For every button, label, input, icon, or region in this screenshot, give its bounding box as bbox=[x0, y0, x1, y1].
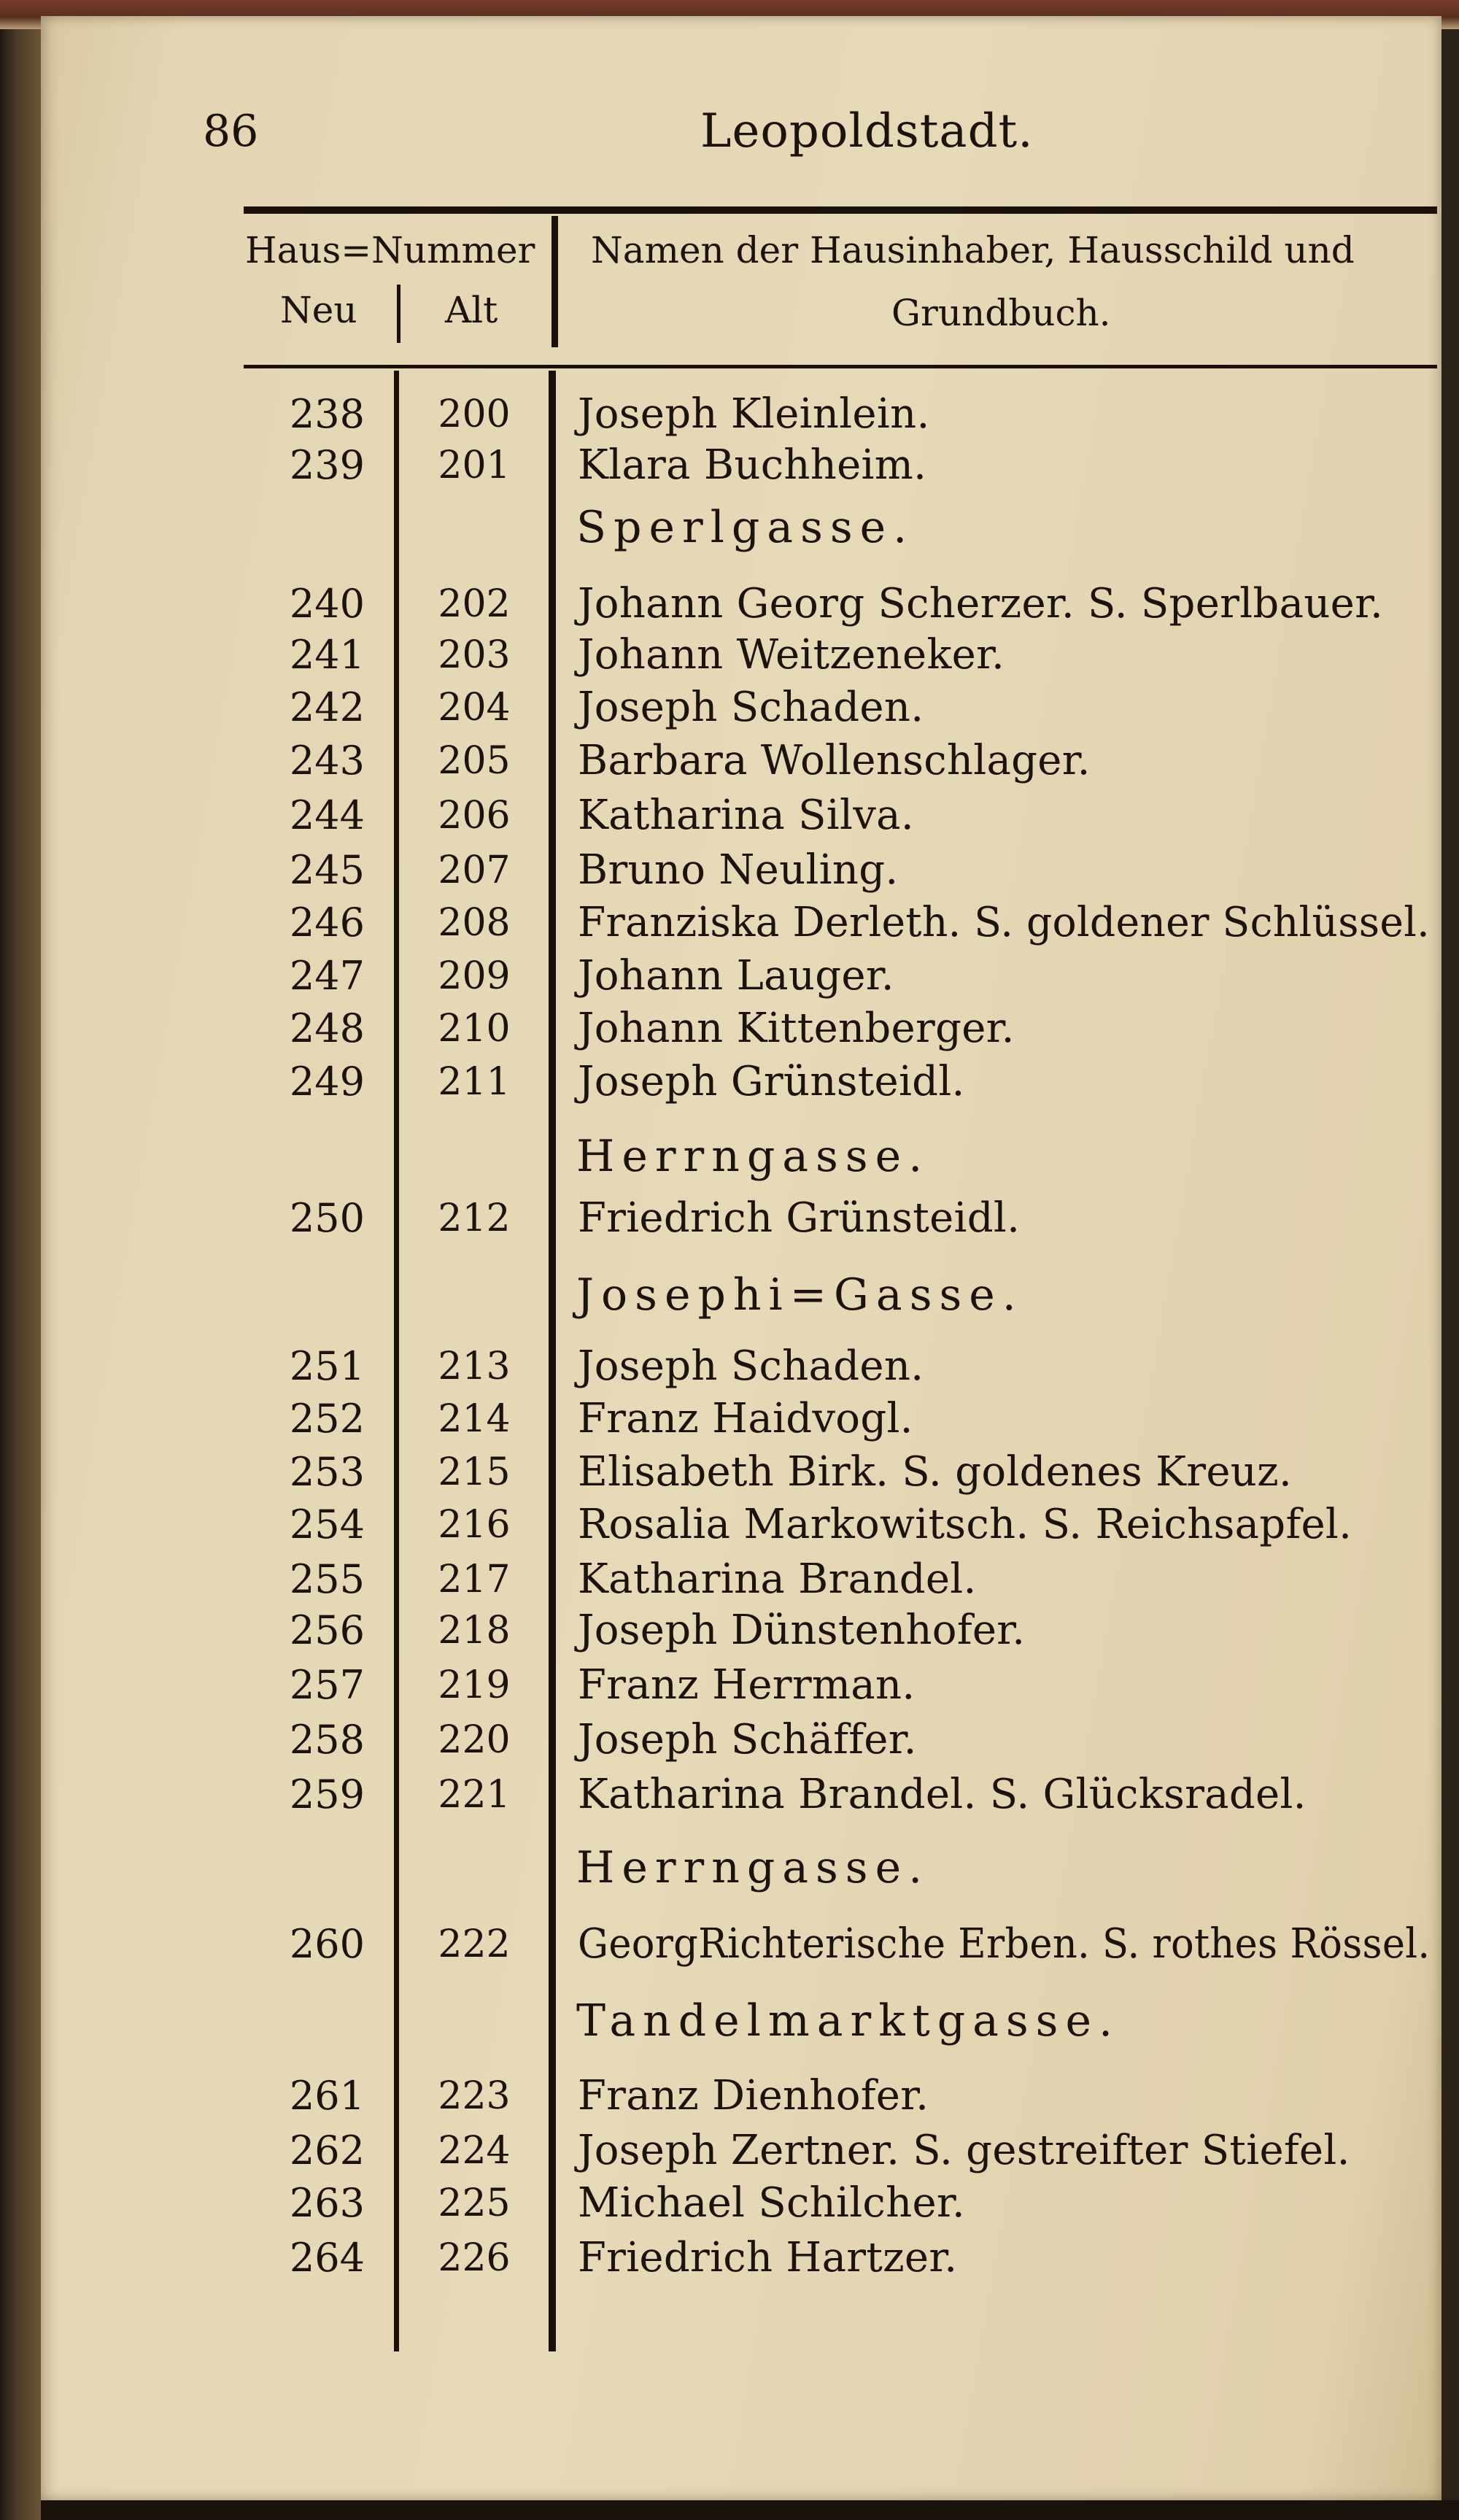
house-number-old: 212 bbox=[438, 1197, 511, 1240]
owner-name: Johann Kittenberger. bbox=[578, 1005, 1015, 1052]
owner-name: Joseph Zertner. S. gestreifter Stiefel. bbox=[578, 2127, 1350, 2174]
page-number: 86 bbox=[203, 106, 259, 157]
owner-name: Katharina Brandel. S. Glücksradel. bbox=[578, 1771, 1307, 1818]
owner-name: Joseph Dünstenhofer. bbox=[578, 1607, 1026, 1654]
owner-name: Friedrich Hartzer. bbox=[578, 2234, 958, 2281]
house-number-old: 219 bbox=[438, 1663, 511, 1707]
header-grundbuch: Grundbuch. bbox=[891, 292, 1111, 334]
house-number-old: 207 bbox=[438, 849, 511, 892]
house-number-new: 257 bbox=[289, 1662, 365, 1708]
house-number-new: 262 bbox=[289, 2127, 365, 2173]
owner-name: Johann Georg Scherzer. S. Sperlbauer. bbox=[578, 580, 1384, 627]
owner-name: Barbara Wollenschlager. bbox=[578, 737, 1091, 784]
house-number-new: 255 bbox=[289, 1556, 365, 1602]
owner-name: Elisabeth Birk. S. goldenes Kreuz. bbox=[578, 1448, 1293, 1496]
house-number-old: 215 bbox=[438, 1450, 511, 1494]
house-number-old: 216 bbox=[438, 1503, 511, 1547]
owner-name: Bruno Neuling. bbox=[578, 846, 899, 894]
house-number-old: 226 bbox=[438, 2236, 511, 2280]
house-number-new: 258 bbox=[289, 1717, 365, 1763]
house-number-new: 243 bbox=[289, 738, 365, 784]
table-row bbox=[0, 1394, 1459, 1445]
owner-name: Johann Lauger. bbox=[578, 952, 894, 1000]
table-row bbox=[0, 389, 1459, 440]
header-column-divider bbox=[552, 216, 558, 347]
table-row bbox=[0, 1769, 1459, 1820]
house-number-new: 250 bbox=[289, 1195, 365, 1241]
street-heading: Sperlgasse. bbox=[576, 502, 915, 553]
owner-name: Katharina Brandel. bbox=[578, 1555, 977, 1603]
house-number-old: 208 bbox=[438, 901, 511, 945]
table-row bbox=[0, 682, 1459, 733]
house-number-old: 214 bbox=[438, 1397, 511, 1441]
house-number-new: 242 bbox=[289, 684, 365, 730]
street-heading: Tandelmarktgasse. bbox=[576, 1995, 1121, 2046]
house-number-new: 247 bbox=[289, 953, 365, 999]
house-number-new: 260 bbox=[289, 1921, 365, 1967]
table-row bbox=[0, 1003, 1459, 1054]
table-row bbox=[0, 1056, 1459, 1108]
table-row bbox=[0, 579, 1459, 630]
table-row bbox=[0, 845, 1459, 896]
house-number-new: 238 bbox=[289, 391, 365, 437]
house-number-new: 248 bbox=[289, 1005, 365, 1051]
owner-name: Franz Haidvogl. bbox=[578, 1395, 913, 1442]
house-number-old: 225 bbox=[438, 2181, 511, 2225]
house-number-old: 209 bbox=[438, 954, 511, 998]
house-number-new: 245 bbox=[289, 847, 365, 893]
owner-name: Joseph Schaden. bbox=[578, 684, 924, 731]
house-number-old: 206 bbox=[438, 794, 511, 838]
house-number-old: 211 bbox=[438, 1060, 511, 1104]
table-row bbox=[0, 1193, 1459, 1244]
street-heading: Herrngasse. bbox=[576, 1842, 930, 1893]
street-heading: Herrngasse. bbox=[576, 1131, 930, 1182]
house-number-new: 244 bbox=[289, 792, 365, 838]
header-bottom-rule bbox=[244, 365, 1437, 368]
header-top-rule bbox=[244, 206, 1437, 214]
owner-name: Joseph Grünsteidl. bbox=[578, 1058, 965, 1105]
house-number-new: 253 bbox=[289, 1449, 365, 1495]
house-number-new: 263 bbox=[289, 2180, 365, 2226]
table-row bbox=[0, 951, 1459, 1002]
table-row bbox=[0, 1447, 1459, 1498]
header-namen: Namen der Hausinhaber, Hausschild und bbox=[591, 229, 1355, 271]
owner-name: Katharina Silva. bbox=[578, 792, 914, 839]
owner-name: Klara Buchheim. bbox=[578, 441, 927, 489]
house-number-new: 241 bbox=[289, 632, 365, 678]
house-number-old: 220 bbox=[438, 1718, 511, 1762]
table-row bbox=[0, 1341, 1459, 1392]
header-alt: Alt bbox=[445, 289, 498, 331]
street-heading: Josephi=Gasse. bbox=[576, 1269, 1023, 1321]
table-row bbox=[0, 1499, 1459, 1550]
table-row bbox=[0, 630, 1459, 681]
house-number-old: 223 bbox=[438, 2074, 511, 2118]
house-number-new: 254 bbox=[289, 1501, 365, 1547]
house-number-old: 224 bbox=[438, 2129, 511, 2173]
house-number-old: 213 bbox=[438, 1345, 511, 1388]
table-row bbox=[0, 2178, 1459, 2229]
owner-name: Rosalia Markowitsch. S. Reichsapfel. bbox=[578, 1501, 1352, 1548]
street-heading-row bbox=[0, 1995, 1459, 2046]
house-number-old: 201 bbox=[438, 444, 511, 487]
owner-name: Joseph Kleinlein. bbox=[578, 390, 930, 438]
owner-name: Michael Schilcher. bbox=[578, 2179, 965, 2227]
owner-name: Johann Weitzeneker. bbox=[578, 631, 1005, 679]
house-number-new: 264 bbox=[289, 2235, 365, 2281]
owner-name: Franz Dienhofer. bbox=[578, 2072, 929, 2119]
header-hausnummer: Haus=Nummer bbox=[245, 229, 535, 271]
house-number-old: 218 bbox=[438, 1609, 511, 1653]
table-row bbox=[0, 1554, 1459, 1605]
owner-name: Joseph Schäffer. bbox=[578, 1716, 917, 1763]
owner-name: Franziska Derleth. S. goldener Schlüssel. bbox=[578, 899, 1431, 946]
table-row bbox=[0, 440, 1459, 491]
house-number-old: 203 bbox=[438, 633, 511, 677]
house-number-new: 261 bbox=[289, 2073, 365, 2119]
table-row bbox=[0, 735, 1459, 786]
street-heading-row bbox=[0, 1131, 1459, 1182]
owner-name: Friedrich Grünsteidl. bbox=[578, 1194, 1021, 1242]
house-number-old: 200 bbox=[438, 393, 511, 436]
house-number-old: 204 bbox=[438, 686, 511, 730]
table-row bbox=[0, 2125, 1459, 2176]
table-row bbox=[0, 2233, 1459, 2284]
street-heading-row bbox=[0, 502, 1459, 553]
table-row bbox=[0, 790, 1459, 841]
owner-name: GeorgRichterische Erben. S. rothes Rössel. bbox=[578, 1920, 1431, 1968]
table-row bbox=[0, 2071, 1459, 2122]
table-row bbox=[0, 897, 1459, 948]
owner-name: Joseph Schaden. bbox=[578, 1342, 924, 1390]
house-number-old: 205 bbox=[438, 739, 511, 783]
running-title: Leopoldstadt. bbox=[700, 104, 1034, 158]
table-row bbox=[0, 1715, 1459, 1766]
owner-name: Franz Herrman. bbox=[578, 1661, 916, 1709]
book-bottom-edge bbox=[41, 2500, 1459, 2520]
house-number-new: 252 bbox=[289, 1396, 365, 1442]
house-number-new: 251 bbox=[289, 1343, 365, 1389]
house-number-new: 240 bbox=[289, 581, 365, 627]
street-heading-row bbox=[0, 1269, 1459, 1321]
house-number-old: 202 bbox=[438, 582, 511, 626]
house-number-new: 239 bbox=[289, 442, 365, 488]
header-neu-alt-divider bbox=[397, 285, 400, 343]
house-number-new: 259 bbox=[289, 1771, 365, 1817]
table-row bbox=[0, 1605, 1459, 1656]
house-number-new: 256 bbox=[289, 1607, 365, 1653]
house-number-new: 246 bbox=[289, 900, 365, 946]
house-number-old: 217 bbox=[438, 1558, 511, 1601]
table-row bbox=[0, 1660, 1459, 1711]
house-number-old: 221 bbox=[438, 1773, 511, 1817]
header-neu: Neu bbox=[280, 289, 357, 331]
house-number-old: 210 bbox=[438, 1007, 511, 1051]
house-number-new: 249 bbox=[289, 1059, 365, 1105]
street-heading-row bbox=[0, 1842, 1459, 1893]
table-row bbox=[0, 1919, 1459, 1970]
house-number-old: 222 bbox=[438, 1922, 511, 1966]
